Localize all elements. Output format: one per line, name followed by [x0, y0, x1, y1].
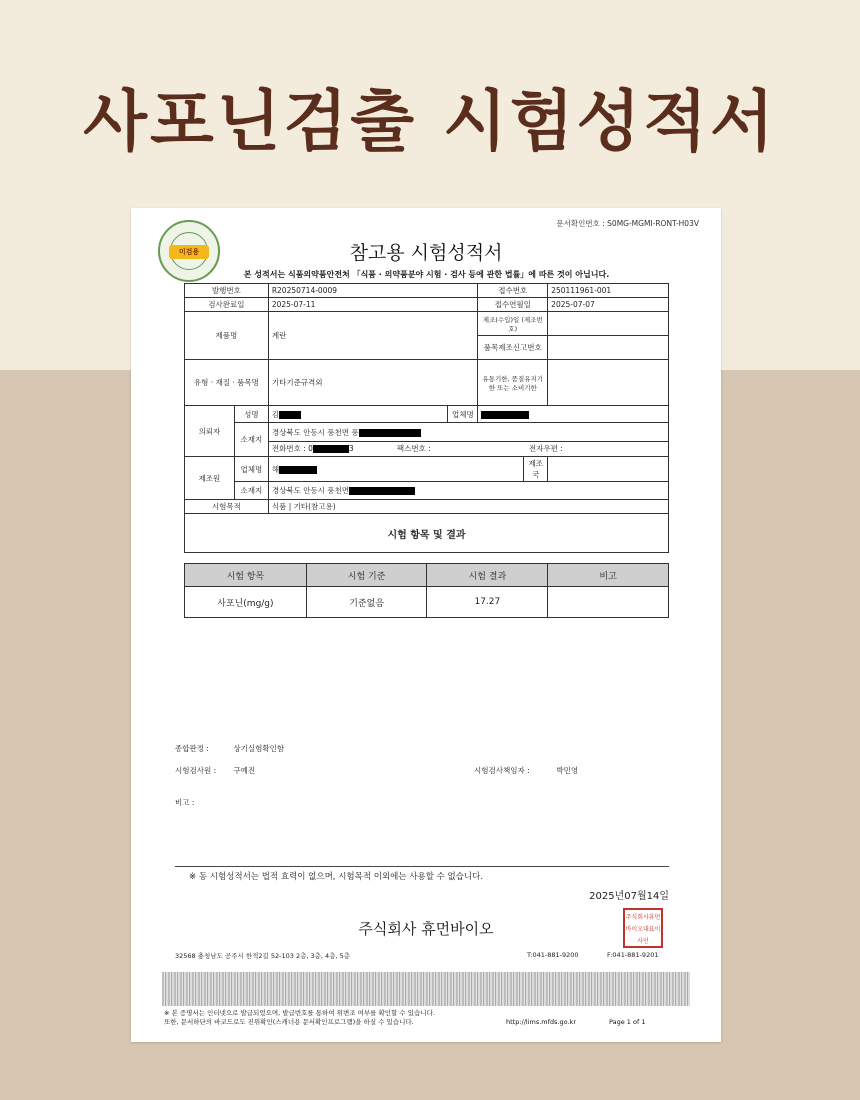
client-phone-label: 전화번호 : — [271, 443, 306, 453]
client-location-label: 소재지 — [234, 423, 268, 457]
test-result-cell: 17.27 — [427, 587, 548, 618]
test-completed-value: 2025-07-11 — [268, 298, 478, 312]
client-fax-label: 팩스번호 : — [396, 443, 431, 453]
issue-number-value: R20250714-0009 — [268, 284, 478, 298]
results-table — [184, 563, 669, 618]
company-fax: F:041-881-9201 — [607, 951, 659, 959]
receipt-number-value: 250111961-001 — [548, 284, 669, 298]
company-stamp-icon: 주식회사휴먼바이오대표이사인 — [623, 908, 663, 948]
verification-barcode — [162, 972, 690, 1006]
client-label: 의뢰자 — [185, 406, 235, 457]
inspector — [175, 765, 255, 776]
company-name: 주식회사 휴먼바이오 — [358, 920, 494, 938]
results-column-header: 시험 항목 — [185, 564, 307, 587]
legal-disclaimer: 본 성적서는 식품의약품안전처 「식품 · 의약품분야 시험 · 검사 등에 관한 법률」에 따른 것이 아닙니다. — [243, 270, 610, 279]
test-remark-cell — [548, 587, 669, 618]
manufacturer-company-label: 업체명 — [234, 457, 268, 482]
results-column-header: 시험 기준 — [306, 564, 427, 587]
expiry-value — [548, 360, 669, 406]
legal-notice: ※ 동 시험성적서는 법적 효력이 없으며, 시험목적 이외에는 사용할 수 없습니다. — [189, 872, 484, 882]
inspector-value: 구예진 — [233, 766, 256, 775]
results-row — [185, 587, 669, 618]
verdict-label: 종합판정 : — [175, 744, 209, 753]
manufacture-date-label: 제조(수입)일 (제조번호) — [478, 312, 548, 336]
manufacturer-label: 제조원 — [185, 457, 235, 500]
test-standard-cell: 기준없음 — [306, 587, 427, 618]
item-report-number-value — [548, 336, 669, 360]
product-name-value: 계란 — [268, 312, 478, 360]
issue-date: 2025년07월14일 — [589, 891, 669, 902]
client-company-label: 업체명 — [448, 406, 478, 423]
receipt-date-value: 2025-07-07 — [548, 298, 669, 312]
test-purpose-label: 시험목적 — [185, 500, 269, 514]
chief-inspector-value: 박민영 — [556, 766, 579, 775]
country-value — [548, 457, 669, 482]
report-detail-table — [184, 283, 669, 553]
document-confirmation-number: 문서확인번호 : S0MG-MGMI-RONT-H03V — [556, 219, 699, 228]
type-material-label: 유형 · 재질 · 품목명 — [185, 360, 269, 406]
divider — [175, 866, 669, 867]
redaction-bar — [313, 445, 349, 453]
client-name-value: 김 — [271, 409, 280, 419]
item-report-number-label: 품목제조신고번호 — [478, 336, 548, 360]
page-number: Page 1 of 1 — [609, 1018, 646, 1026]
manufacturer-location-label: 소재지 — [234, 482, 268, 500]
results-column-header: 시험 결과 — [427, 564, 548, 587]
results-section-title: 시험 항목 및 결과 — [185, 514, 669, 553]
footnote-line: 또한, 문서하단의 바코드로도 진위확인(스캐너용 문서확인프로그램)을 하실 수 있습니다. — [164, 1018, 414, 1026]
receipt-number-label: 접수번호 — [478, 284, 548, 298]
footnote-line: ※ 본 증명서는 인터넷으로 발급되었으며, 발급번호를 통하여 위변조 여부를 확인할 수 있습니다. — [164, 1009, 435, 1017]
client-address-value: 경상북도 안동시 풍천면 풍 — [271, 427, 359, 437]
redaction-bar — [481, 411, 529, 419]
document-title: 참고용 시험성적서 — [349, 242, 503, 264]
redaction-bar — [279, 466, 317, 474]
receipt-date-label: 접수연월일 — [478, 298, 548, 312]
client-phone-prefix: 0 — [308, 443, 313, 453]
issue-number-label: 발행번호 — [185, 284, 269, 298]
company-address: 32568 충청남도 공주시 한적2길 52-103 2층, 3층, 4층, 5층 — [175, 952, 351, 960]
test-completed-label: 검사완료일 — [185, 298, 269, 312]
manufacturer-company-value: 해 — [271, 464, 280, 474]
country-label: 제조국 — [524, 457, 548, 482]
chief-inspector — [474, 765, 578, 776]
results-column-header: 비고 — [548, 564, 669, 587]
expiry-label: 유통기한, 품질유지기한 또는 소비기한 — [478, 360, 548, 406]
test-report-document — [131, 208, 721, 1042]
client-phone-suffix: 3 — [348, 443, 354, 453]
product-name-label: 제품명 — [185, 312, 269, 360]
overall-verdict — [175, 743, 284, 754]
redaction-bar — [359, 429, 421, 437]
page-headline: 사포닌검출 시험성적서 — [83, 83, 777, 160]
redaction-bar — [279, 411, 301, 419]
company-telephone: T:041-881-9200 — [527, 951, 579, 959]
chief-inspector-label: 시험검사책임자 : — [474, 766, 530, 775]
manufacturer-address-value: 경상북도 안동시 풍천면 — [271, 486, 350, 495]
manufacture-date-value — [548, 312, 669, 336]
client-email-label: 전자우편 : — [528, 443, 563, 453]
test-item-cell: 사포닌(mg/g) — [185, 587, 307, 618]
verdict-value: 상기실험확인함 — [233, 744, 285, 753]
redaction-bar — [349, 487, 415, 495]
inspector-label: 시험검사원 : — [175, 766, 217, 775]
type-material-value: 기타기준규격외 — [268, 360, 478, 406]
seal-label: 미검용 — [169, 245, 209, 259]
test-purpose-value: 식품 | 기타(참고용) — [268, 500, 668, 514]
remark-label: 비고 : — [175, 798, 195, 807]
verification-url[interactable]: http://lims.mfds.go.kr — [506, 1018, 576, 1026]
client-name-label: 성명 — [234, 406, 268, 423]
